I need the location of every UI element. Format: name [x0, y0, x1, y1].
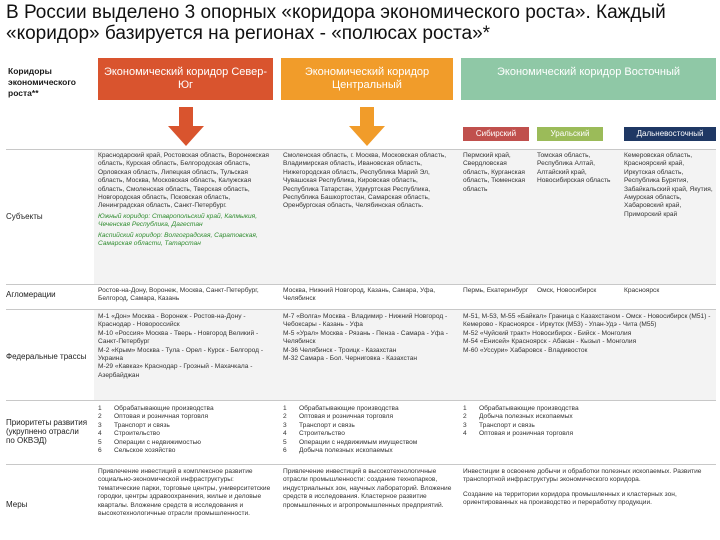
list-item: М-10 «Россия» Москва - Тверь - Новгород Великий - Санкт-Петербург — [98, 329, 259, 346]
list-item: М-52 «Чуйский тракт» Новосибирск - Бийск - Монголия — [463, 329, 632, 337]
agglomerations-far-east: Красноярск — [624, 287, 660, 294]
row-label-measures: Меры — [6, 500, 28, 509]
highways-central — [283, 313, 455, 399]
corner-label: Коридоры экономического роста** — [8, 66, 76, 98]
priority-east: 1 Обрабатывающие производства 2 Добыча полезных ископаемых 3 Транспорт и связь 4 Оптовая и розничная торговля — [463, 405, 579, 438]
list-item: М-29 «Кавказ» Краснодар - Грозный - Махачкала - Азербайджан — [98, 363, 253, 379]
highways-north-south — [98, 313, 274, 399]
subheader-siberian: Сибирский — [463, 127, 529, 141]
list-item: М-51, М-53, М-55 «Байкал» Граница с Казахстаном - Омск - Новосибирск (М51) - Кемерово - Красноярск - Иркутск (М53) - Улан-Удэ - Чита (М55) — [463, 313, 711, 329]
row-label-subjects: Субъекты — [6, 212, 43, 221]
arrow-down-icon — [168, 126, 204, 146]
list-item: М-32 Самара - Бол. Черниговка - Казахстан — [283, 355, 418, 363]
row-label-highways: Федеральные трассы — [6, 352, 87, 361]
subheader-far-east: Дальневосточный — [624, 127, 716, 141]
measures-north-south: Привлечение инвестиций в комплексное развитие социально-экономической инфраструктуры: тематические парки, торговые центры, университетские городки, центры здравоохранения, жилые и деловые кварталы. Вложение средств в исследования и высокотехнологичные отрасли промышленности. — [98, 468, 271, 518]
header-central: Экономический коридор Центральный — [281, 58, 453, 100]
subheader-ural: Уральский — [537, 127, 603, 141]
arrow-down-icon — [179, 107, 193, 127]
subjects-far-east: Кемеровская область, Красноярский край, Иркутская область, Республика Бурятия, Забайкальский край, Якутия, Амурская область, Хабаровский край, Приморский край — [624, 152, 713, 218]
agglomerations-ural: Омск, Новосибирск — [537, 287, 597, 294]
agglomerations-central: Москва, Нижний Новгород, Казань, Самара, Уфа, Челябинск — [283, 287, 436, 303]
row-label-agglomerations: Агломерации — [6, 290, 56, 299]
list-item: М-54 «Енисей» Красноярск - Абакан - Кызыл - Монголия — [463, 338, 637, 346]
page-title: В России выделено 3 опорных «коридора экономического роста». Каждый «коридор» базируется на регионах - «полюсах роста»* — [6, 2, 666, 44]
subjects-ural: Томская область, Республика Алтай, Алтайский край, Новосибирская область — [537, 152, 611, 185]
priority-central: 1 Обрабатывающие производства 2 Оптовая и розничная торговля 3 Транспорт и связь 4 Строительство 5 Операции с недвижимым имуществом 6 Добыча полезных ископаемых — [283, 405, 418, 455]
list-item: М-2 «Крым» Москва - Тула - Орел - Курск - Белгород - Украина — [98, 346, 264, 363]
list-item: М-60 «Уссури» Хабаровск - Владивосток — [463, 346, 588, 354]
agglomerations-siberian: Пермь, Екатеринбург — [463, 287, 529, 294]
agglomerations-north-south: Ростов-на-Дону, Воронеж, Москва, Санкт-Петербург, Белгород, Самара, Казань — [98, 287, 259, 303]
header-east: Экономический коридор Восточный — [461, 58, 716, 100]
highways-east — [463, 313, 716, 399]
subjects-siberian: Пермский край, Свердловская область, Курганская область, Тюменская область — [463, 152, 526, 193]
row-label-priority: Приоритеты развития (укрупнено отрасли по ОКВЭД) — [6, 418, 88, 445]
subjects-central: Смоленская область, г. Москва, Московская область, Владимирская область, Ивановская область, Нижегородская область, Республика Марий Эл, Чувашская Республика, Кировская область, Республика Татарстан, Удмуртская Республика, Республика Башкортостан, Самарская область, Оренбургская область, Челябинская область. — [283, 152, 447, 210]
list-item: М-7 «Волга» Москва - Владимир - Нижний Новгород - Чебоксары - Казань - Уфа — [283, 313, 448, 329]
list-item: М-1 «Дон» Москва - Воронеж - Ростов-на-Дону - Краснодар - Новороссийск — [98, 313, 246, 329]
header-north-south: Экономический коридор Север-Юг — [98, 58, 273, 100]
arrow-down-icon — [360, 107, 374, 127]
measures-central: Привлечение инвестиций в высокотехнологичные отрасли промышленности: создание технопарков, индустриальных зон, научных лабораторий. Вложение средств в исследования. Кластерное развитие промышленных и агропромышленных предприятий. — [283, 468, 452, 509]
list-item: М-5 «Урал» Москва - Рязань - Пенза - Самара - Уфа - Челябинск — [283, 329, 448, 346]
measures-east: Инвестиции в освоение добычи и обработки полезных ископаемых. Развитие транспортной инфраструктуры экономического коридора. Создание на территории коридора промышленных и кластерных зон, ориентированных на производство и переработку продукции. — [463, 468, 702, 507]
list-item: М-36 Челябинск - Троицк - Казахстан — [283, 346, 397, 354]
subjects-north-south: Краснодарский край, Ростовская область, Воронежская область, Курская область, Белгородская область, Орловская область, Липецкая область, Тульская область, Москва, Московская область, Калужская область, Смоленская область, Тверская область, Новгородская область, Псковская область, Ленинградская область, Санкт-Петербург. Южный коридор: Ставропольский край, Калмыкия, Чеченская Республика, Дагестан Каспийский коридор: Волгоградская, Саратовская, Самарская области, Татарстан — [98, 152, 269, 248]
priority-north-south: 1 Обрабатывающие производства 2 Оптовая и розничная торговля 3 Транспорт и связь 4 Строительство 5 Операции с недвижимостью 6 Сельское хозяйство — [98, 405, 214, 455]
arrow-down-icon — [349, 126, 385, 146]
